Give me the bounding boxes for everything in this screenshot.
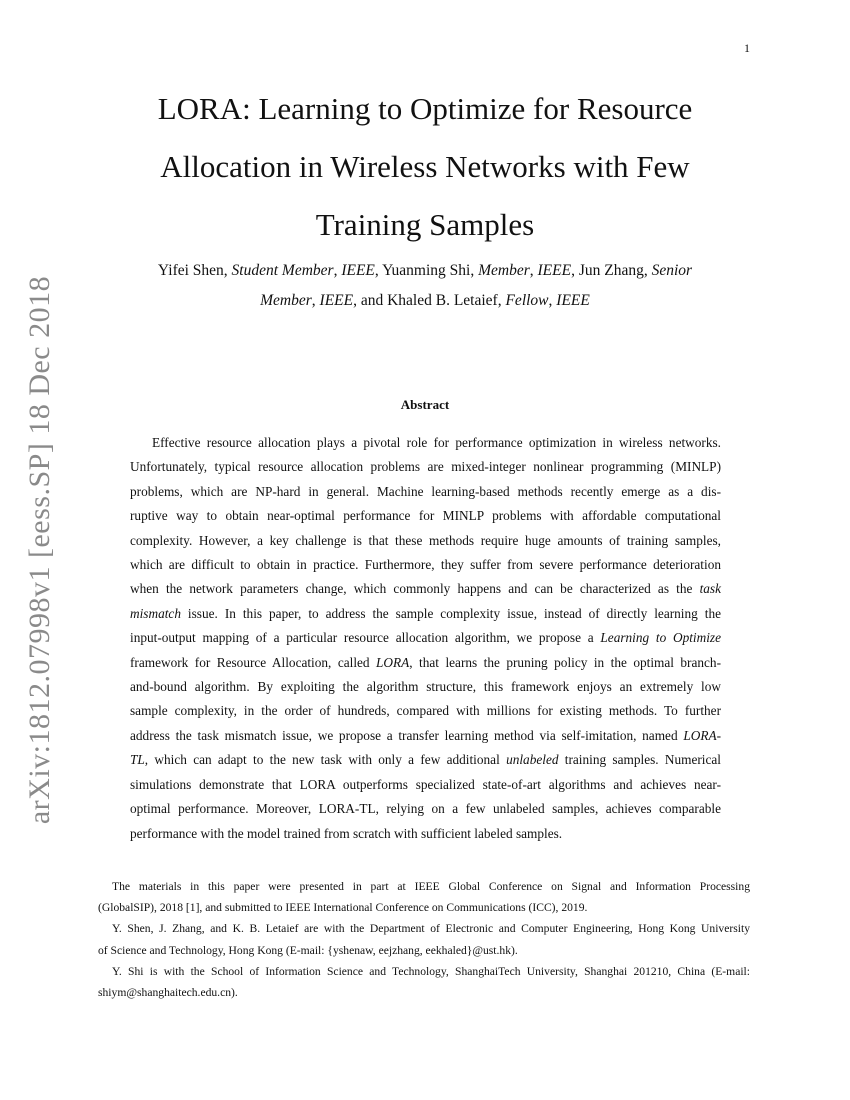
- abstract-line: problems, which are NP-hard in general. Machine learning-based methods recently emerge as a dis-: [130, 483, 721, 499]
- title-line-3: Training Samples: [315, 207, 535, 242]
- author-name: Yifei Shen,: [157, 262, 232, 279]
- author-name: , Jun Zhang,: [571, 262, 652, 279]
- abstract-line: performance with the model trained from scratch with sufficient labeled samples.: [130, 825, 563, 841]
- footnote-line: Y. Shen, J. Zhang, and K. B. Letaief are with the Department of Electronic and Computer Engineering, Hong Kong University: [112, 922, 750, 936]
- abstract-line: framework for Resource Allocation, called LORA, that learns the pruning policy in the optimal branch-: [130, 654, 722, 670]
- title-line-1: LORA: Learning to Optimize for Resource: [157, 91, 693, 126]
- abstract-line: simulations demonstrate that LORA outperforms specialized state-of-art algorithms and achieves near-: [130, 776, 721, 792]
- abstract-line: ruptive way to obtain near-optimal performance for MINLP problems with affordable computational: [130, 508, 721, 524]
- abstract-line: which are difficult to obtain in practice. Furthermore, they suffer from severe performance deterioration: [130, 557, 721, 573]
- title-line-2: Allocation in Wireless Networks with Few: [160, 149, 690, 184]
- arxiv-stamp: arXiv:1812.07998v1 [eess.SP] 18 Dec 2018: [23, 275, 56, 825]
- abstract-body: [130, 431, 721, 846]
- author-name: , and Khaled B. Letaief,: [353, 292, 506, 309]
- abstract-line: complexity. However, a key challenge is that these methods require huge amounts of training samples,: [130, 532, 721, 548]
- paper-title: [100, 80, 750, 254]
- author-ieee: IEEE: [341, 262, 375, 279]
- abstract-line: TL, which can adapt to the new task with only a few additional unlabeled training samples. Numerical: [130, 752, 722, 768]
- footnote-line: (GlobalSIP), 2018 [1], and submitted to IEEE International Conference on Communications (ICC), 2019.: [98, 901, 588, 915]
- author-list: Yifei Shen, Student Member, IEEE, Yuanming Shi, Member, IEEE, Jun Zhang, Senior Member, IEEE, and Khaled B. Letaief, Fellow, IEEE: [157, 262, 693, 309]
- abstract-line: Effective resource allocation plays a pivotal role for performance optimization in wireless networks.: [152, 435, 721, 450]
- author-ieee: IEEE: [537, 262, 572, 279]
- footnote-line: shiym@shanghaitech.edu.cn).: [98, 986, 238, 1000]
- abstract-line: optimal performance. Moreover, LORA-TL, relying on a few unlabeled samples, achieves comparable: [130, 801, 721, 817]
- footnote-line: Y. Shi is with the School of Information Science and Technology, ShanghaiTech University, Shanghai 201210, China (E-mail:: [112, 964, 750, 978]
- abstract-line: mismatch issue. In this paper, to address the sample complexity issue, instead of directly learning the: [130, 605, 721, 621]
- footnotes: [98, 876, 750, 1003]
- author-role: Member: [478, 262, 530, 279]
- abstract-line: when the network parameters change, which commonly happens and can be characterized as the task: [130, 581, 721, 597]
- author-ieee: IEEE: [319, 292, 354, 309]
- abstract-line: sample complexity, in the order of hundreds, compared with millions for existing methods. To further: [130, 703, 721, 719]
- author-role: Member: [260, 292, 312, 309]
- footnote-line: of Science and Technology, Hong Kong (E-mail: {yshenaw, eejzhang, eekhaled}@ust.hk).: [98, 943, 518, 957]
- abstract-line: input-output mapping of a particular resource allocation algorithm, we propose a Learning to Optimize: [130, 630, 721, 646]
- author-ieee: IEEE: [556, 292, 590, 309]
- author-role: Senior: [651, 262, 693, 279]
- page-number: 1: [744, 41, 750, 55]
- author-role: Student Member: [231, 262, 334, 279]
- footnote-line: The materials in this paper were presented in part at IEEE Global Conference on Signal and Information Processing: [112, 880, 750, 893]
- author-role: Fellow: [505, 292, 549, 309]
- abstract-heading: Abstract: [400, 397, 450, 412]
- abstract-line: address the task mismatch issue, we propose a transfer learning method via self-imitation, named LORA-: [130, 727, 721, 743]
- author-name: , Yuanming Shi,: [374, 262, 479, 279]
- abstract-line: Unfortunately, typical resource allocation problems are mixed-integer nonlinear programming (MINLP): [130, 459, 721, 475]
- abstract-line: and-bound algorithm. By exploiting the algorithm structure, this framework enjoys an extremely low: [130, 679, 721, 695]
